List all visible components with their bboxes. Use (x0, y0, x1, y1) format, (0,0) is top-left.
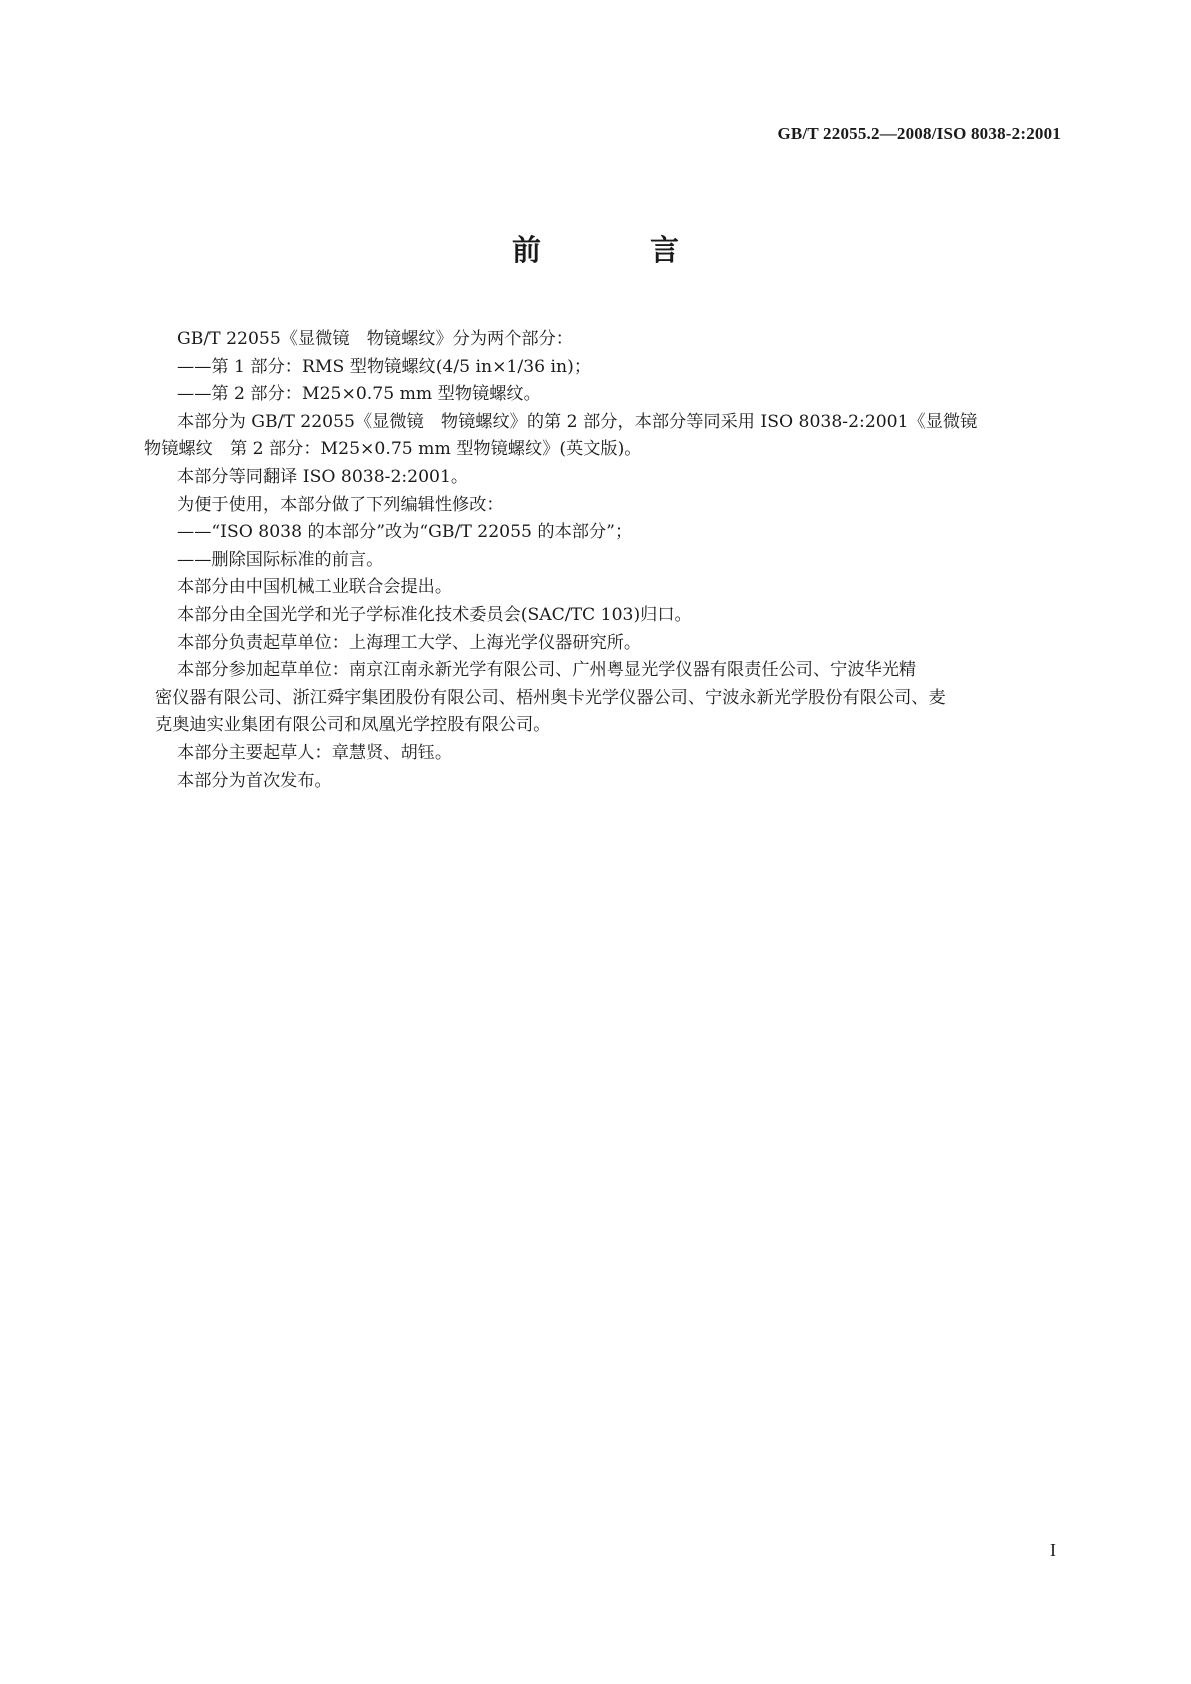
foreword-body (144, 326, 1065, 795)
list-item-edit-1: ——“ISO 8038 的本部分”改为“GB/T 22055 的本部分”； (177, 522, 633, 543)
paragraph-centralized-by: 本部分由全国光学和光子学标准化技术委员会(SAC/TC 103)归口。 (177, 604, 692, 625)
paragraph-adoption-line-2: 物镜螺纹 第 2 部分：M25×0.75 mm 型物镜螺纹》(英文版)。 (144, 439, 642, 460)
paragraph-adoption-line-1: 本部分为 GB/T 22055《显微镜 物镜螺纹》的第 2 部分，本部分等同采用 ISO 8038-2:2001《显微镜 (177, 411, 978, 432)
paragraph-drafters: 本部分主要起草人：章慧贤、胡钰。 (177, 742, 453, 763)
paragraph-drafting-units: 本部分负责起草单位：上海理工大学、上海光学仪器研究所。 (177, 632, 642, 653)
paragraph-translation: 本部分等同翻译 ISO 8038-2:2001。 (177, 466, 469, 487)
list-item-part-1: ——第 1 部分：RMS 型物镜螺纹(4/5 in×1/36 in)； (177, 356, 592, 377)
paragraph-participating-line-3: 克奥迪实业集团有限公司和凤凰光学控股有限公司。 (155, 715, 551, 736)
page-number: I (1050, 1540, 1056, 1560)
paragraph-participating-line-2: 密仪器有限公司、浙江舜宇集团股份有限公司、梧州奥卡光学仪器公司、宁波永新光学股份有限公司、麦 (155, 687, 946, 708)
paragraph-proposed-by: 本部分由中国机械工业联合会提出。 (177, 577, 453, 598)
paragraph-first-release: 本部分为首次发布。 (177, 770, 332, 791)
paragraph-editorial-intro: 为便于使用，本部分做了下列编辑性修改： (177, 494, 504, 515)
page-header-standard-code: GB/T 22055.2—2008/ISO 8038-2:2001 (777, 124, 1061, 143)
paragraph-parts-intro: GB/T 22055《显微镜 物镜螺纹》分为两个部分： (177, 329, 573, 349)
list-item-edit-2: ——删除国际标准的前言。 (177, 549, 384, 570)
page-title: 前 言 (511, 233, 719, 267)
paragraph-participating-line-1: 本部分参加起草单位：南京江南永新光学有限公司、广州粤显光学仪器有限责任公司、宁波华光精 (177, 660, 917, 681)
list-item-part-2: ——第 2 部分：M25×0.75 mm 型物镜螺纹。 (177, 384, 541, 405)
